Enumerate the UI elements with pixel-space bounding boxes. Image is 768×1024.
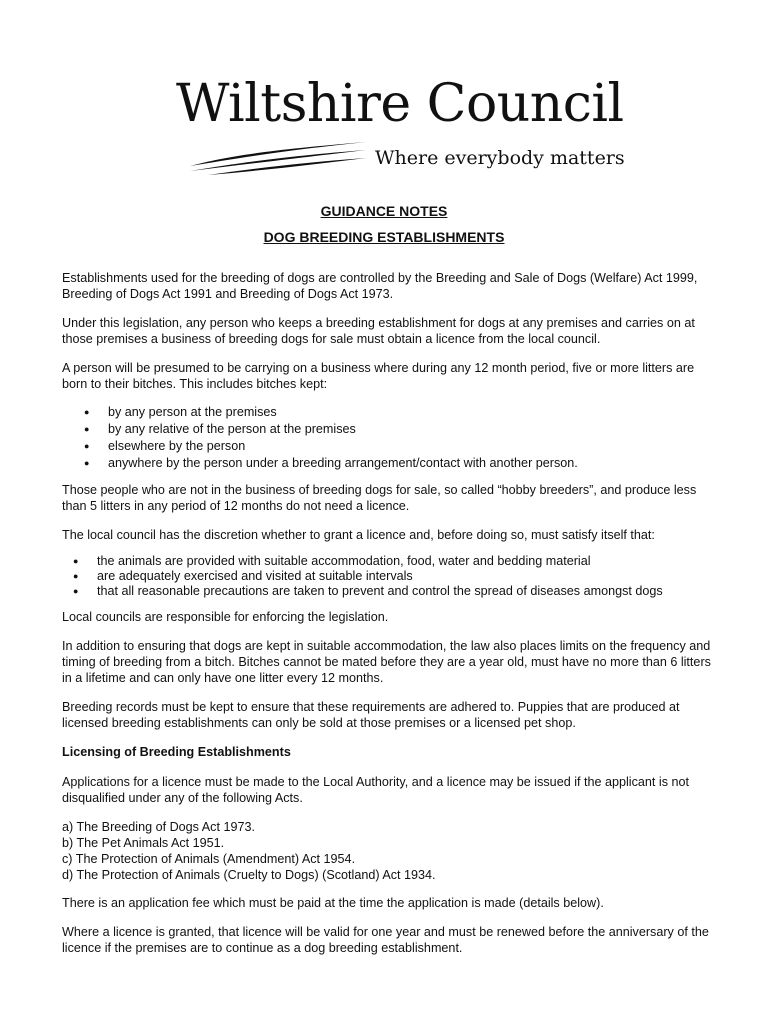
list-item: a) The Breeding of Dogs Act 1973.	[62, 820, 255, 834]
paragraph: There is an application fee which must be paid at the time the application is made (details below).	[62, 896, 604, 910]
swoosh-icon	[188, 136, 368, 176]
list-item: ● by any relative of the person at the premises	[62, 421, 712, 438]
licensing-subheading: Licensing of Breeding Establishments	[62, 745, 291, 759]
paragraph: Under this legislation, any person who keeps a breeding establishment for dogs at any premises and carries on at those premises a business of breeding dogs for sale must obtain a licence from the local council.	[62, 316, 695, 346]
body-content	[62, 270, 712, 969]
paragraph: Establishments used for the breeding of dogs are controlled by the Breeding and Sale of Dogs (Welfare) Act 1999, Breeding of Dogs Act 1991 and Breeding of Dogs Act 1973.	[62, 271, 698, 301]
list-item: b) The Pet Animals Act 1951.	[62, 836, 225, 850]
paragraph: Those people who are not in the business of breeding dogs for sale, so called “hobby breeders”, and produce less than 5 litters in any period of 12 months do not need a licence.	[62, 483, 697, 513]
list-item: ● anywhere by the person under a breeding arrangement/contact with another person.	[62, 455, 712, 472]
paragraph: The local council has the discretion whether to grant a licence and, before doing so, must satisfy itself that:	[62, 528, 655, 542]
paragraph: Applications for a licence must be made to the Local Authority, and a licence may be issued if the applicant is not disqualified under any of the following Acts.	[62, 775, 690, 805]
council-logo	[176, 74, 625, 174]
list-item: ● are adequately exercised and visited at suitable intervals	[62, 569, 712, 584]
paragraph: Breeding records must be kept to ensure that these requirements are adhered to. Puppies that are produced at licensed breeding establishments can only be sold at those premises or a licensed pet shop.	[62, 700, 680, 730]
logo-title: Wiltshire Council	[176, 74, 624, 134]
list-item: ● the animals are provided with suitable accommodation, food, water and bedding material	[62, 554, 712, 569]
list-item: ● that all reasonable precautions are taken to prevent and control the spread of diseases amongst dogs	[62, 584, 712, 599]
list-item: ● elsewhere by the person	[62, 438, 712, 455]
acts-list	[62, 819, 712, 883]
logo-tagline: Where everybody matters	[375, 147, 625, 169]
conditions-list	[62, 554, 712, 599]
bitches-kept-list	[62, 404, 712, 472]
paragraph: In addition to ensuring that dogs are kept in suitable accommodation, the law also places limits on the frequency and timing of breeding from a bitch. Bitches cannot be mated before they are a year old, must have no more than 6 litters in a lifetime and can only have one litter every 12 months.	[62, 639, 711, 685]
guidance-notes-heading: GUIDANCE NOTES	[320, 203, 448, 219]
paragraph: Where a licence is granted, that licence will be valid for one year and must be renewed before the anniversary of the licence if the premises are to continue as a dog breeding establishment.	[62, 925, 709, 955]
paragraph: A person will be presumed to be carrying on a business where during any 12 month period, five or more litters are born to their bitches. This includes bitches kept:	[62, 361, 695, 391]
dog-breeding-heading: DOG BREEDING ESTABLISHMENTS	[263, 229, 505, 245]
paragraph: Local councils are responsible for enforcing the legislation.	[62, 610, 389, 624]
list-item: d) The Protection of Animals (Cruelty to Dogs) (Scotland) Act 1934.	[62, 868, 436, 882]
list-item: ● by any person at the premises	[62, 404, 712, 421]
list-item: c) The Protection of Animals (Amendment) Act 1954.	[62, 852, 356, 866]
